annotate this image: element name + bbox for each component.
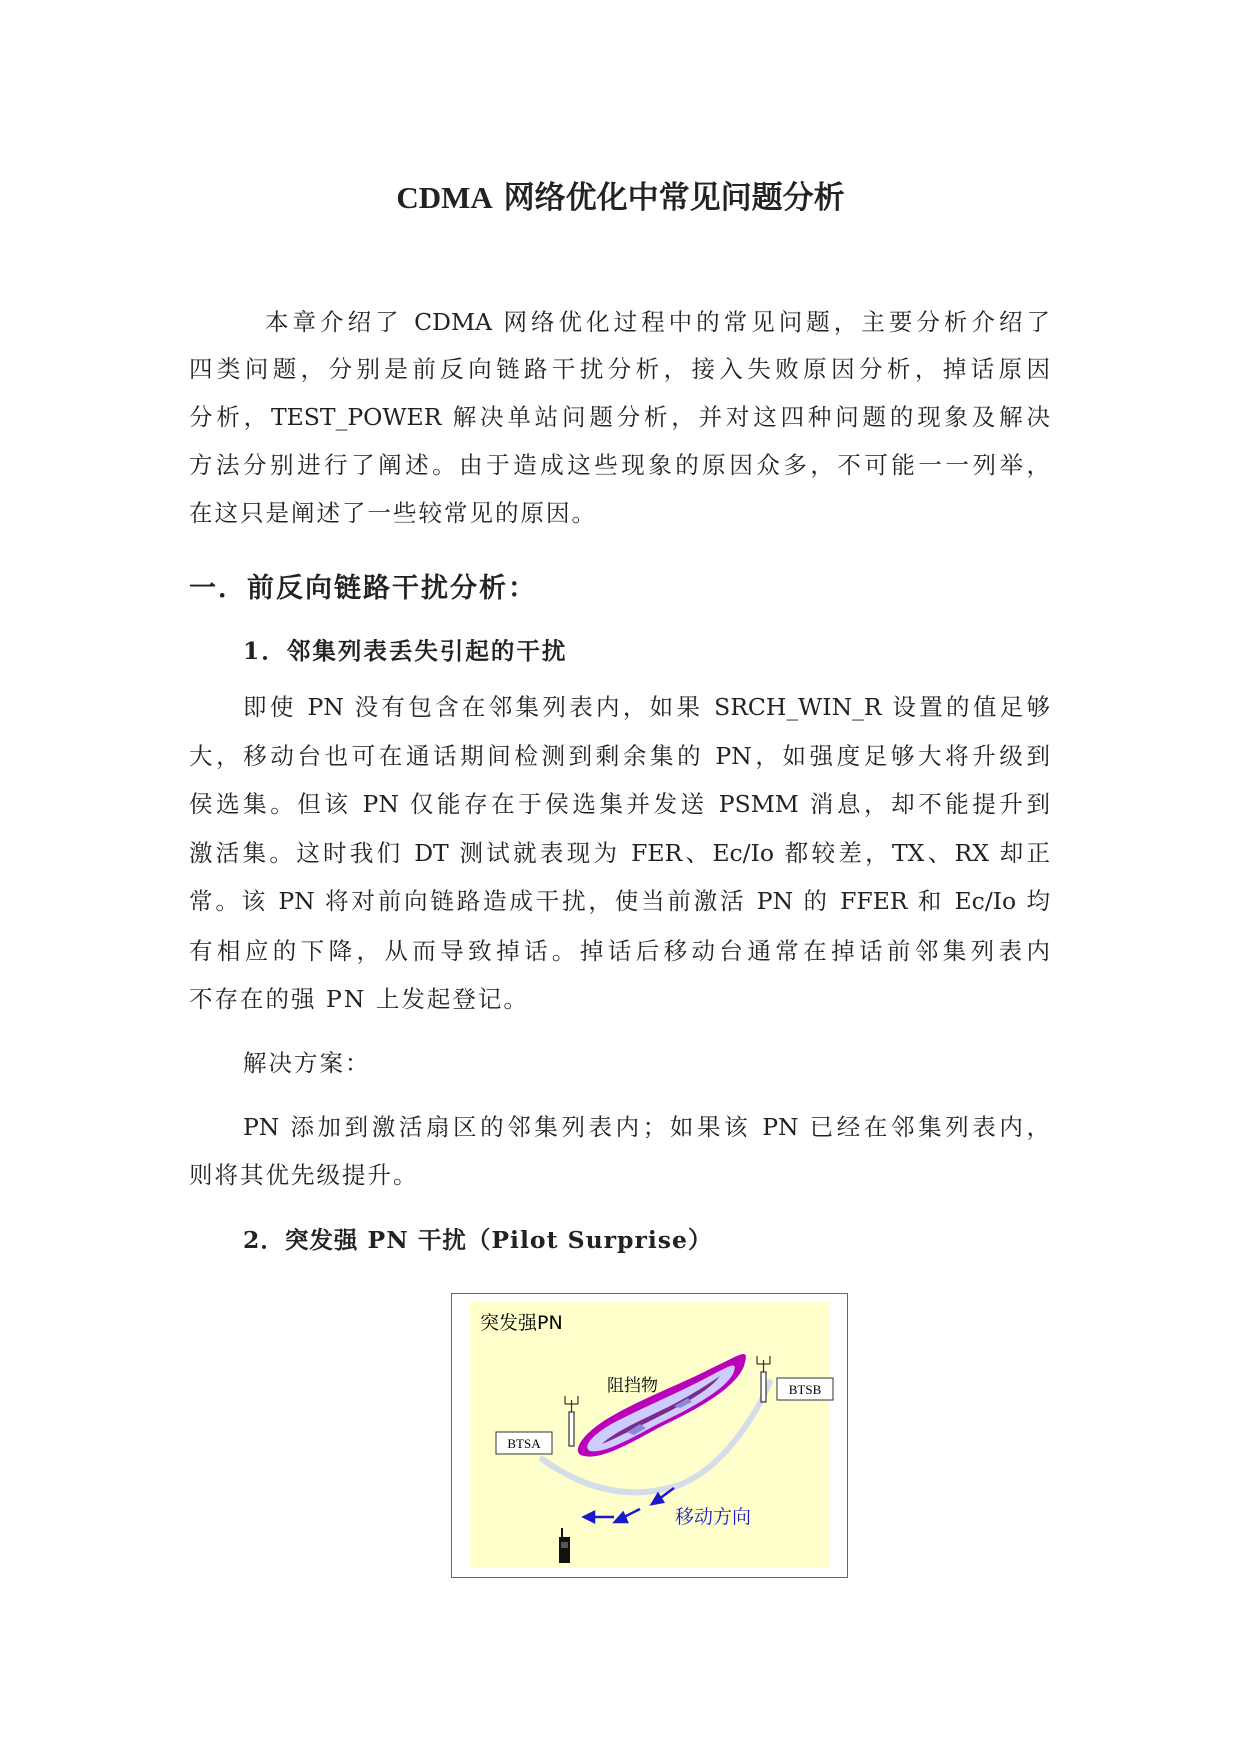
sub1-line-7: 不存在的强 PN 上发起登记。 xyxy=(189,985,529,1013)
intro-line-2: 四类问题，分别是前反向链路干扰分析，接入失败原因分析，掉话原因 xyxy=(189,355,1050,383)
intro-line-1: 本章介绍了 CDMA 网络优化过程中的常见问题，主要分析介绍了 xyxy=(265,308,1050,336)
title-zh: 网络优化中常见问题分析 xyxy=(503,180,845,216)
title-en: CDMA xyxy=(396,180,493,215)
intro-line-3: 分析，TEST_POWER 解决单站问题分析，并对这四种问题的现象及解决 xyxy=(189,403,1050,431)
section-1-heading: 一．前反向链路干扰分析： xyxy=(189,573,537,604)
sub1-line-5: 常。该 PN 将对前向链路造成干扰，使当前激活 PN 的 FFER 和 Ec/Io 均 xyxy=(189,887,1050,915)
sub1-line-6: 有相应的下降，从而导致掉话。掉话后移动台通常在掉话前邻集列表内 xyxy=(189,937,1050,965)
solution-line-1: PN 添加到激活扇区的邻集列表内；如果该 PN 已经在邻集列表内， xyxy=(243,1113,1050,1141)
sub1-line-3: 侯选集。但该 PN 仅能存在于侯选集并发送 PSMM 消息，却不能提升到 xyxy=(189,790,1050,818)
intro-line-5: 在这只是阐述了一些较常见的原因。 xyxy=(189,499,597,527)
btsa-label: BTSA xyxy=(507,1436,541,1451)
sub1-line-2: 大，移动台也可在通话期间检测到剩余集的 PN，如强度足够大将升级到 xyxy=(189,742,1050,770)
sub1-line-1: 即使 PN 没有包含在邻集列表内，如果 SRCH_WIN_R 设置的值足够 xyxy=(243,693,1050,721)
solution-line-2: 则将其优先级提升。 xyxy=(189,1161,419,1189)
page-title xyxy=(0,182,1241,214)
solution-label: 解决方案： xyxy=(243,1049,371,1077)
pilot-surprise-diagram xyxy=(451,1293,848,1578)
btsb-label: BTSB xyxy=(788,1382,822,1397)
intro-line-4: 方法分别进行了阐述。由于造成这些现象的原因众多，不可能一一列举， xyxy=(189,451,1050,479)
diagram-title: 突发强PN xyxy=(480,1312,563,1334)
obstacle-label: 阻挡物 xyxy=(607,1376,658,1396)
subsection-2-heading: 2．突发强 PN 干扰（Pilot Surprise） xyxy=(243,1226,713,1254)
sub1-line-4: 激活集。这时我们 DT 测试就表现为 FER、Ec/Io 都较差，TX、RX 却正 xyxy=(189,839,1050,867)
subsection-1-heading: 1．邻集列表丢失引起的干扰 xyxy=(243,637,568,665)
direction-label: 移动方向 xyxy=(675,1506,752,1528)
